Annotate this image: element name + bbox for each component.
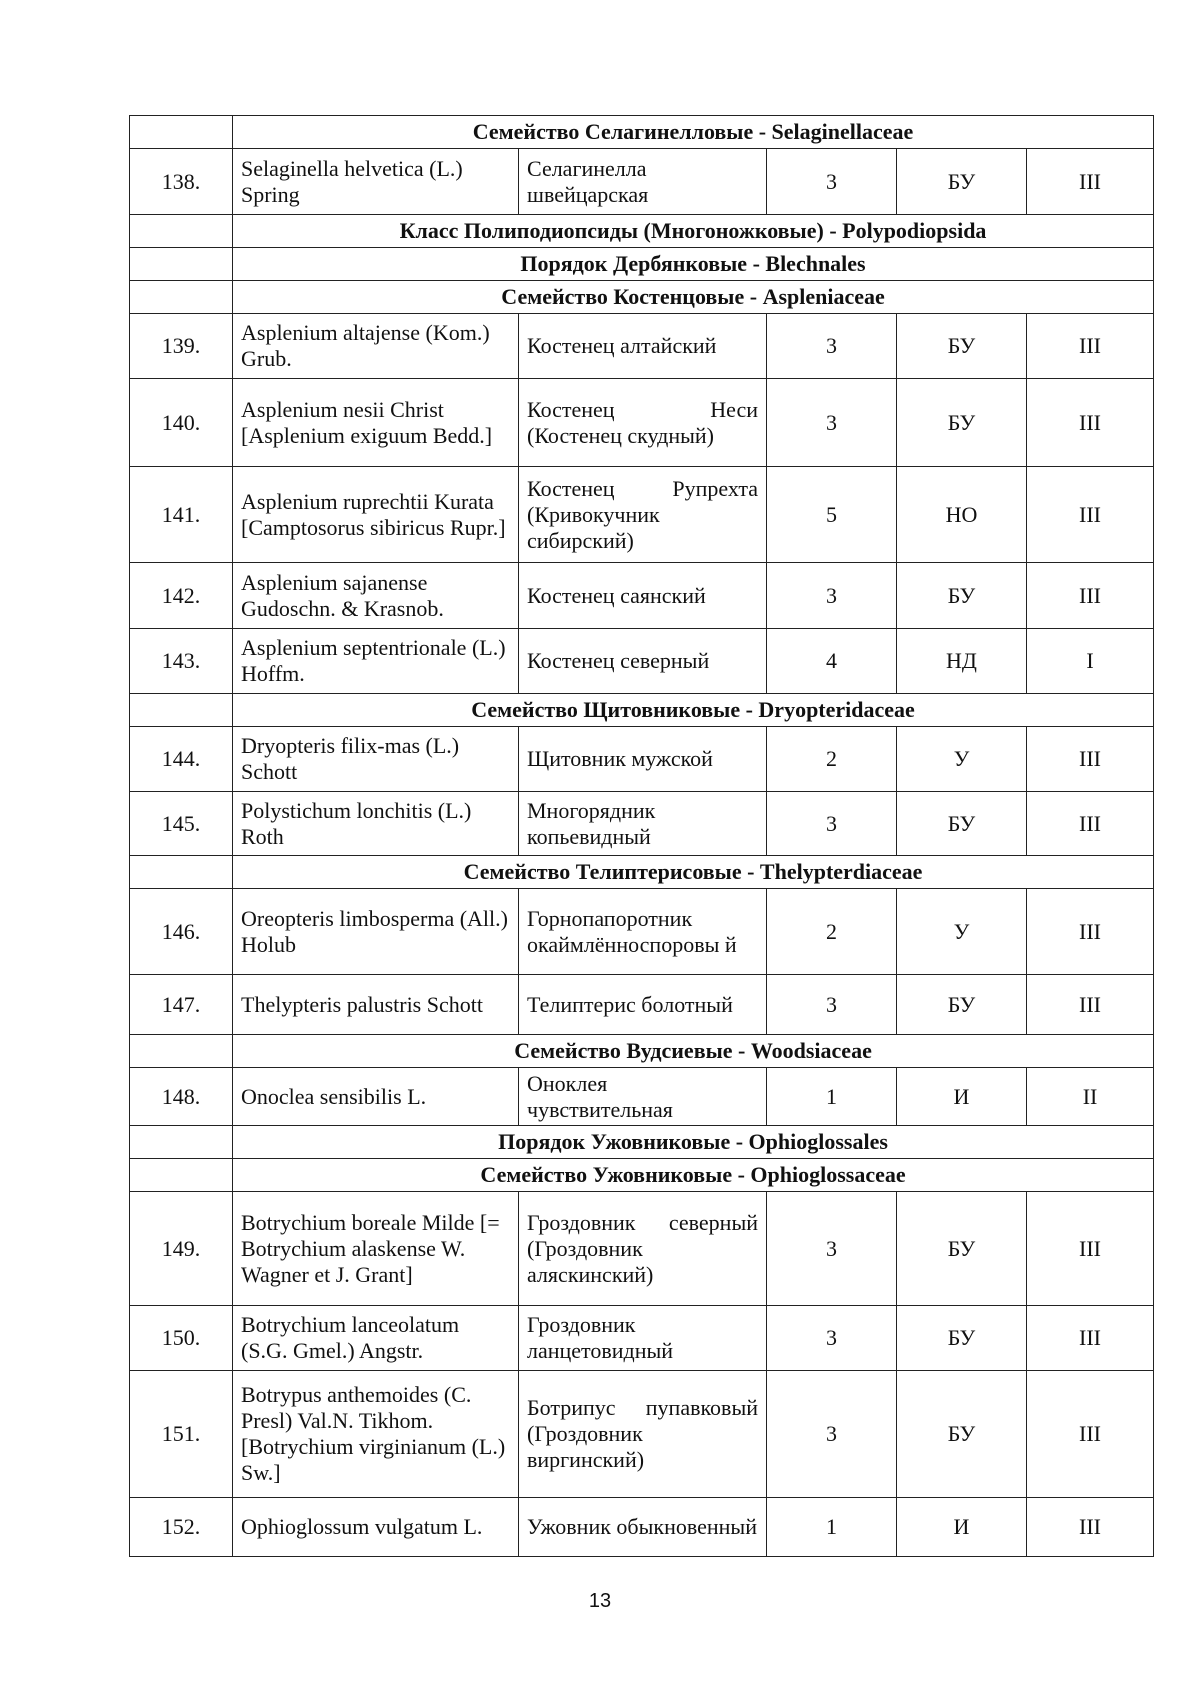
table-row [130,629,1154,694]
row-number: 145. [130,792,233,856]
blank-cell [130,1126,233,1159]
category: 2 [767,889,897,975]
group: I [1027,629,1154,694]
category: 3 [767,563,897,629]
group: III [1027,727,1154,792]
group: II [1027,1068,1154,1126]
table-row [130,149,1154,215]
table-row [130,727,1154,792]
latin-name: Botrychium lanceolatum (S.G. Gmel.) Angstr. [233,1306,519,1371]
table-row [130,379,1154,467]
group: III [1027,1306,1154,1371]
family-heading: Семейство Вудсиевые - Woodsiaceae [233,1035,1154,1068]
table-row [130,1306,1154,1371]
category: 3 [767,975,897,1035]
russian-name: Костенец Неси (Костенец скудный) [519,379,767,467]
blank-cell [130,116,233,149]
latin-name: Asplenium sajanense Gudoschn. & Krasnob. [233,563,519,629]
category: 3 [767,1306,897,1371]
blank-cell [130,1035,233,1068]
category: 5 [767,467,897,563]
status: НД [897,629,1027,694]
category: 1 [767,1498,897,1557]
latin-name: Selaginella helvetica (L.) Spring [233,149,519,215]
blank-cell [130,281,233,314]
row-number: 150. [130,1306,233,1371]
heading-row [130,694,1154,727]
blank-cell [130,1159,233,1192]
status: БУ [897,1371,1027,1498]
russian-name: Гроздовник северный (Гроздовник аляскинский) [519,1192,767,1306]
group: III [1027,1192,1154,1306]
latin-name: Thelypteris palustris Schott [233,975,519,1035]
category: 3 [767,792,897,856]
group: III [1027,379,1154,467]
row-number: 141. [130,467,233,563]
row-number: 146. [130,889,233,975]
russian-name: Костенец саянский [519,563,767,629]
russian-name: Ужовник обыкновенный [519,1498,767,1557]
group: III [1027,889,1154,975]
status: БУ [897,379,1027,467]
status: НО [897,467,1027,563]
group: III [1027,1498,1154,1557]
category: 2 [767,727,897,792]
category: 3 [767,1192,897,1306]
category: 4 [767,629,897,694]
status: БУ [897,1306,1027,1371]
table-row [130,1068,1154,1126]
heading-row [130,281,1154,314]
status: БУ [897,149,1027,215]
category: 3 [767,1371,897,1498]
row-number: 142. [130,563,233,629]
blank-cell [130,215,233,248]
latin-name: Ophioglossum vulgatum L. [233,1498,519,1557]
status: БУ [897,314,1027,379]
heading-row [130,248,1154,281]
order-heading: Порядок Ужовниковые - Ophioglossales [233,1126,1154,1159]
russian-name: Многорядник копьевидный [519,792,767,856]
category: 1 [767,1068,897,1126]
russian-name: Селагинелла швейцарская [519,149,767,215]
russian-name: Костенец северный [519,629,767,694]
row-number: 149. [130,1192,233,1306]
russian-name: Щитовник мужской [519,727,767,792]
latin-name: Polystichum lonchitis (L.) Roth [233,792,519,856]
status: БУ [897,1192,1027,1306]
family-heading: Семейство Ужовниковые - Ophioglossaceae [233,1159,1154,1192]
table-row [130,975,1154,1035]
russian-name: Гроздовник ланцетовидный [519,1306,767,1371]
russian-name: Телиптерис болотный [519,975,767,1035]
latin-name: Onoclea sensibilis L. [233,1068,519,1126]
table-row [130,563,1154,629]
family-heading: Семейство Селагинелловые - Selaginellaceae [233,116,1154,149]
blank-cell [130,248,233,281]
latin-name: Asplenium ruprechtii Kurata [Camptosorus sibiricus Rupr.] [233,467,519,563]
status: И [897,1068,1027,1126]
row-number: 143. [130,629,233,694]
russian-name: Горнопапоротник окаймлённоспоровы й [519,889,767,975]
group: III [1027,149,1154,215]
latin-name: Dryopteris filix-mas (L.) Schott [233,727,519,792]
class-heading: Класс Полиподиопсиды (Многоножковые) - Polypodiopsida [233,215,1154,248]
russian-name: Костенец Рупрехта (Кривокучник сибирский) [519,467,767,563]
row-number: 147. [130,975,233,1035]
latin-name: Botrychium boreale Milde [= Botrychium alaskense W. Wagner et J. Grant] [233,1192,519,1306]
row-number: 140. [130,379,233,467]
table-row [130,1498,1154,1557]
group: III [1027,467,1154,563]
family-heading: Семейство Костенцовые - Aspleniaceae [233,281,1154,314]
russian-name: Оноклея чувствительная [519,1068,767,1126]
russian-name: Ботрипус пупавковый (Гроздовник виргинский) [519,1371,767,1498]
group: III [1027,975,1154,1035]
heading-row [130,1159,1154,1192]
page-number: 13 [588,1590,612,1612]
latin-name: Asplenium nesii Christ [Asplenium exiguum Bedd.] [233,379,519,467]
row-number: 139. [130,314,233,379]
row-number: 148. [130,1068,233,1126]
latin-name: Asplenium altajense (Kom.) Grub. [233,314,519,379]
heading-row [130,1035,1154,1068]
table-row [130,314,1154,379]
table-row [130,889,1154,975]
status: У [897,727,1027,792]
order-heading: Порядок Дербянковые - Blechnales [233,248,1154,281]
latin-name: Botrypus anthemoides (C. Presl) Val.N. Tikhom. [Botrychium virginianum (L.) Sw.] [233,1371,519,1498]
status: БУ [897,975,1027,1035]
family-heading: Семейство Щитовниковые - Dryopteridaceae [233,694,1154,727]
row-number: 151. [130,1371,233,1498]
row-number: 144. [130,727,233,792]
table-row [130,792,1154,856]
table-row [130,1371,1154,1498]
table-row [130,1192,1154,1306]
group: III [1027,563,1154,629]
category: 3 [767,149,897,215]
latin-name: Asplenium septentrionale (L.) Hoffm. [233,629,519,694]
status: БУ [897,792,1027,856]
species-table [129,115,1154,1557]
table-row [130,467,1154,563]
blank-cell [130,856,233,889]
heading-row [130,856,1154,889]
russian-name: Костенец алтайский [519,314,767,379]
category: 3 [767,314,897,379]
row-number: 138. [130,149,233,215]
heading-row [130,215,1154,248]
group: III [1027,314,1154,379]
latin-name: Oreopteris limbosperma (All.) Holub [233,889,519,975]
family-heading: Семейство Телиптерисовые - Thelypterdiaceae [233,856,1154,889]
status: БУ [897,563,1027,629]
group: III [1027,1371,1154,1498]
category: 3 [767,379,897,467]
status: И [897,1498,1027,1557]
heading-row [130,1126,1154,1159]
heading-row [130,116,1154,149]
row-number: 152. [130,1498,233,1557]
group: III [1027,792,1154,856]
status: У [897,889,1027,975]
blank-cell [130,694,233,727]
